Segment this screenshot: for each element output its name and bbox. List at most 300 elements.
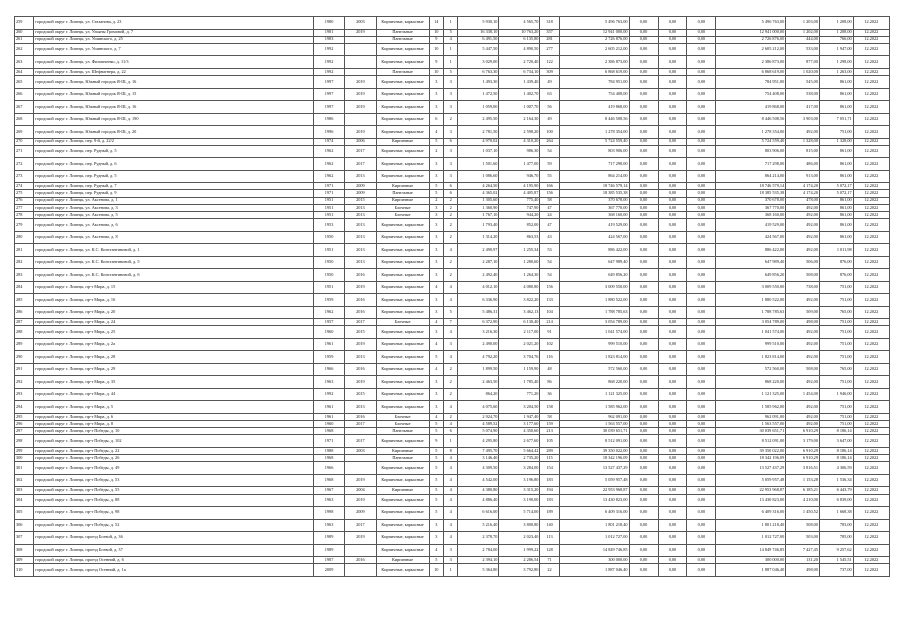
cell-federal-funds: 0,00: [629, 281, 658, 294]
cell-unit-cost: 7 427,45: [786, 544, 820, 557]
cell-year-built: 1968: [313, 474, 344, 487]
cell-address: городской округ г. Липецк, пр-т Мира, д. 15: [34, 281, 314, 294]
cell-address: городской округ г. Липецк, пр-т Мира, д. 16: [34, 294, 314, 307]
cell-row-number: 294: [15, 401, 34, 414]
cell-residents: 53: [540, 244, 559, 257]
cell-planned-date: 12.2022: [853, 306, 889, 319]
cell-year-built: 1950: [313, 231, 344, 244]
table-row: [15, 532, 890, 545]
cell-year-renovated: 2017: [345, 145, 376, 158]
cell-total-area: 4 264,50: [458, 183, 499, 190]
cell-federal-funds: 0,00: [629, 68, 658, 75]
cell-owner-funds: 1 823 814,00: [716, 351, 786, 364]
cell-municipal-funds: 0,00: [687, 507, 716, 520]
cell-address: городской округ г. Липецк, Южный городок Я-Ш, д. 20: [34, 126, 314, 139]
cell-max-unit-cost: 861,00: [819, 145, 853, 158]
cell-residents: 49: [540, 113, 559, 126]
cell-regional-funds: 0,00: [658, 101, 687, 114]
cell-owner-funds: 18 746 579,14: [716, 183, 786, 190]
cell-residents: 156: [540, 190, 559, 197]
cell-residents: 86: [540, 376, 559, 389]
cell-entrances: 4: [444, 474, 458, 487]
cell-floors: 6: [429, 113, 443, 126]
cell-regional-funds: 0,00: [658, 421, 687, 428]
cell-federal-funds: 0,00: [629, 190, 658, 197]
cell-planned-date: 12.2022: [853, 56, 889, 69]
cell-entrances: 2: [444, 269, 458, 282]
cell-address: городской округ г. Липецк, ул. Стаханова, д. 23: [34, 17, 314, 30]
cell-year-built: 1968: [313, 455, 344, 462]
cell-planned-date: 12.2022: [853, 532, 889, 545]
cell-address: городской округ г. Липецк, ул. К.С. Константиновой, д. 5: [34, 256, 314, 269]
cell-federal-funds: 0,00: [629, 29, 658, 36]
cell-row-number: 298: [15, 435, 34, 448]
cell-entrances: 6: [444, 190, 458, 197]
cell-residents: 102: [540, 338, 559, 351]
cell-year-renovated: 2009: [345, 183, 376, 190]
cell-year-built: 1987: [313, 557, 344, 564]
cell-federal-funds: 0,00: [629, 532, 658, 545]
cell-total-area: 6 491,50: [458, 36, 499, 43]
cell-planned-date: 12.2022: [853, 212, 889, 219]
cell-unit-cost: 444,00: [786, 36, 820, 43]
cell-unit-cost: 815,00: [786, 145, 820, 158]
cell-year-renovated: [345, 462, 376, 475]
cell-total-cost: 6 409 316,00: [559, 507, 629, 520]
cell-floors: 5: [429, 455, 443, 462]
cell-row-number: 270: [15, 138, 34, 145]
cell-year-built: 1963: [313, 376, 344, 389]
cell-planned-date: 12.2022: [853, 29, 889, 36]
cell-year-built: 1983: [313, 36, 344, 43]
cell-max-unit-cost: 861,00: [819, 204, 853, 211]
cell-total-cost: 572 560,00: [559, 363, 629, 376]
cell-unit-cost: 417,00: [786, 101, 820, 114]
cell-federal-funds: 0,00: [629, 447, 658, 454]
cell-regional-funds: 0,00: [658, 244, 687, 257]
cell-municipal-funds: 0,00: [687, 447, 716, 454]
cell-planned-date: 12.2022: [853, 281, 889, 294]
cell-row-number: 275: [15, 190, 34, 197]
cell-owner-funds: 1 012 727,00: [716, 532, 786, 545]
table-row: [15, 43, 890, 56]
cell-max-unit-cost: 1 946,00: [819, 388, 853, 401]
cell-unit-cost: 492,00: [786, 231, 820, 244]
capital-repair-register-table: [14, 16, 890, 577]
cell-residents: 48: [540, 363, 559, 376]
cell-total-area: 5 486,31: [458, 306, 499, 319]
cell-planned-date: 12.2022: [853, 197, 889, 204]
cell-unit-cost: 492,00: [786, 351, 820, 364]
cell-unit-cost: 538,00: [786, 88, 820, 101]
cell-address: городской округ г. Липецк, проезд Боевой, д. 37: [34, 544, 314, 557]
cell-regional-funds: 0,00: [658, 376, 687, 389]
cell-municipal-funds: 0,00: [687, 281, 716, 294]
cell-max-unit-cost: 785,00: [819, 532, 853, 545]
cell-municipal-funds: 0,00: [687, 326, 716, 339]
cell-total-area: 4 012,10: [458, 281, 499, 294]
cell-year-built: 1992: [313, 388, 344, 401]
cell-wall-material: Кирпичные: [376, 487, 429, 494]
cell-entrances: 4: [444, 401, 458, 414]
cell-entrances: 3: [444, 88, 458, 101]
cell-entrances: 2: [444, 376, 458, 389]
cell-entrances: 4: [444, 326, 458, 339]
cell-residents: 159: [540, 421, 559, 428]
table-row: [15, 494, 890, 507]
cell-federal-funds: 0,00: [629, 319, 658, 326]
cell-municipal-funds: 0,00: [687, 351, 716, 364]
cell-owner-funds: 803 906,00: [716, 145, 786, 158]
cell-municipal-funds: 0,00: [687, 17, 716, 30]
cell-year-built: 1992: [313, 56, 344, 69]
cell-planned-date: 12.2022: [853, 319, 889, 326]
cell-unit-cost: 492,00: [786, 338, 820, 351]
cell-entrances: 1: [444, 17, 458, 30]
cell-address: городской округ г. Липецк, пр-т Мира, д. 2а: [34, 338, 314, 351]
cell-max-unit-cost: 3 647,00: [819, 435, 853, 448]
cell-federal-funds: 0,00: [629, 158, 658, 171]
cell-max-unit-cost: 765,00: [819, 363, 853, 376]
cell-wall-material: Кирпичные, каркасные: [376, 388, 429, 401]
cell-regional-funds: 0,00: [658, 494, 687, 507]
cell-year-renovated: 2017: [345, 435, 376, 448]
cell-year-built: 1950: [313, 269, 344, 282]
cell-living-area: 4 080,80: [499, 281, 540, 294]
cell-federal-funds: 0,00: [629, 170, 658, 183]
cell-municipal-funds: 0,00: [687, 428, 716, 435]
table-row: [15, 306, 890, 319]
cell-residents: 133: [540, 294, 559, 307]
cell-address: городской округ г. Липецк, пер. Рудный, д. 9: [34, 190, 314, 197]
cell-row-number: 309: [15, 557, 34, 564]
cell-row-number: 310: [15, 564, 34, 577]
cell-federal-funds: 0,00: [629, 413, 658, 420]
cell-living-area: 2 720,40: [499, 56, 540, 69]
cell-unit-cost: 508,00: [786, 363, 820, 376]
cell-living-area: 6 135,80: [499, 36, 540, 43]
cell-total-area: 4 589,52: [458, 421, 499, 428]
cell-federal-funds: 0,00: [629, 269, 658, 282]
cell-federal-funds: 0,00: [629, 88, 658, 101]
cell-owner-funds: 864 214,00: [716, 170, 786, 183]
table-row: [15, 197, 890, 204]
cell-regional-funds: 0,00: [658, 183, 687, 190]
cell-federal-funds: 0,00: [629, 376, 658, 389]
cell-unit-cost: 492,00: [786, 204, 820, 211]
cell-year-renovated: 2019: [345, 88, 376, 101]
cell-floors: 3: [429, 101, 443, 114]
cell-residents: 183: [540, 474, 559, 487]
cell-owner-funds: 3 009 550,00: [716, 281, 786, 294]
cell-floors: 2: [429, 197, 443, 204]
cell-entrances: 1: [444, 435, 458, 448]
cell-municipal-funds: 0,00: [687, 212, 716, 219]
cell-living-area: 2 164,30: [499, 113, 540, 126]
cell-address: городской округ г. Липецк, ул. Аксенова, д. 1: [34, 197, 314, 204]
cell-year-built: 1986: [313, 113, 344, 126]
cell-unit-cost: 1 328,00: [786, 138, 820, 145]
cell-max-unit-cost: 751,00: [819, 338, 853, 351]
cell-address: городской округ г. Липецк, пер. Рудный, д. 5: [34, 170, 314, 183]
cell-living-area: 5 714,00: [499, 507, 540, 520]
cell-max-unit-cost: 751,00: [819, 326, 853, 339]
cell-unit-cost: 1 153,28: [786, 474, 820, 487]
cell-owner-funds: 1 563 557,00: [716, 421, 786, 428]
cell-total-area: 1 793,40: [458, 219, 499, 232]
cell-residents: 71: [540, 557, 559, 564]
cell-total-cost: 1 012 727,00: [559, 532, 629, 545]
cell-total-area: 2 492,40: [458, 269, 499, 282]
cell-federal-funds: 0,00: [629, 455, 658, 462]
cell-wall-material: Кирпичные, каркасные: [376, 281, 429, 294]
cell-total-cost: 13 527 437,29: [559, 462, 629, 475]
cell-residents: 128: [540, 544, 559, 557]
cell-unit-cost: 492,00: [786, 219, 820, 232]
cell-total-area: 6 763,30: [458, 68, 499, 75]
cell-wall-material: Кирпичные, каркасные: [376, 113, 429, 126]
cell-owner-funds: 5 724 559,40: [716, 138, 786, 145]
cell-unit-cost: 492,00: [786, 401, 820, 414]
cell-total-area: 1 472,50: [458, 88, 499, 101]
cell-year-built: 1981: [313, 29, 344, 36]
cell-floors: 9: [429, 435, 443, 448]
cell-total-cost: 13 430 823,00: [559, 494, 629, 507]
cell-entrances: 2: [444, 388, 458, 401]
cell-year-renovated: 2015: [345, 388, 376, 401]
cell-owner-funds: 1 801 218,40: [716, 519, 786, 532]
table-row: [15, 447, 890, 454]
cell-federal-funds: 0,00: [629, 428, 658, 435]
cell-owner-funds: 18 342 196,09: [716, 455, 786, 462]
cell-total-cost: 5 724 559,40: [559, 138, 629, 145]
cell-floors: 3: [429, 376, 443, 389]
cell-living-area: 4 405,87: [499, 190, 540, 197]
cell-owner-funds: 8 512 091,00: [716, 435, 786, 448]
cell-planned-date: 12.2022: [853, 158, 889, 171]
table-row: [15, 281, 890, 294]
cell-row-number: 280: [15, 231, 34, 244]
cell-planned-date: 12.2022: [853, 43, 889, 56]
cell-wall-material: Панельные: [376, 428, 429, 435]
table-row: [15, 183, 890, 190]
cell-address: городской округ г. Липецк, пр-т Мира, д. 25: [34, 326, 314, 339]
cell-total-area: 4 365,02: [458, 190, 499, 197]
cell-regional-funds: 0,00: [658, 413, 687, 420]
cell-entrances: 6: [444, 428, 458, 435]
cell-total-area: 1 899,50: [458, 363, 499, 376]
cell-owner-funds: 6 868 619,00: [716, 68, 786, 75]
cell-living-area: 2 023,40: [499, 532, 540, 545]
cell-year-built: 1968: [313, 428, 344, 435]
cell-row-number: 308: [15, 544, 34, 557]
cell-living-area: 3 800,80: [499, 519, 540, 532]
cell-wall-material: Кирпичные, каркасные: [376, 494, 429, 507]
cell-planned-date: 12.2022: [853, 101, 889, 114]
cell-row-number: 272: [15, 158, 34, 171]
cell-living-area: 1 477,00: [499, 158, 540, 171]
cell-municipal-funds: 0,00: [687, 401, 716, 414]
cell-municipal-funds: 0,00: [687, 113, 716, 126]
cell-floors: 5: [429, 557, 443, 564]
cell-address: городской округ г. Липецк, пр-т Победы, д. 26: [34, 455, 314, 462]
cell-residents: 213: [540, 428, 559, 435]
table-row: [15, 76, 890, 89]
cell-regional-funds: 0,00: [658, 158, 687, 171]
cell-planned-date: 12.2022: [853, 113, 889, 126]
cell-total-cost: 1 788 785,63: [559, 306, 629, 319]
cell-total-cost: 1 563 557,00: [559, 421, 629, 428]
cell-total-area: 1 037,10: [458, 145, 499, 158]
cell-max-unit-cost: 5 072,17: [819, 190, 853, 197]
cell-municipal-funds: 0,00: [687, 474, 716, 487]
cell-max-unit-cost: 1 208,00: [819, 29, 853, 36]
cell-unit-cost: 1 020,00: [786, 68, 820, 75]
cell-living-area: 1 402,70: [499, 88, 540, 101]
cell-year-built: 1962: [313, 170, 344, 183]
cell-total-area: 3 146,40: [458, 455, 499, 462]
cell-year-renovated: 2013: [345, 204, 376, 211]
cell-year-renovated: 2016: [345, 294, 376, 307]
cell-floors: 3: [429, 306, 443, 319]
cell-entrances: 4: [444, 36, 458, 43]
cell-planned-date: 12.2022: [853, 494, 889, 507]
cell-residents: 56: [540, 101, 559, 114]
cell-planned-date: 12.2022: [853, 351, 889, 364]
cell-year-renovated: 2013: [345, 212, 376, 219]
cell-residents: 289: [540, 447, 559, 454]
cell-regional-funds: 0,00: [658, 88, 687, 101]
cell-max-unit-cost: 1 668,38: [819, 507, 853, 520]
cell-address: городской округ г. Липецк, пр-т Победы, д. 55: [34, 487, 314, 494]
cell-floors: 4: [429, 413, 443, 420]
table-row: [15, 68, 890, 75]
cell-year-renovated: 2004: [345, 487, 376, 494]
cell-unit-cost: 486,00: [786, 158, 820, 171]
cell-floors: 2: [429, 145, 443, 158]
cell-municipal-funds: 0,00: [687, 43, 716, 56]
cell-wall-material: Кирпичные, каркасные: [376, 544, 429, 557]
cell-unit-cost: 492,00: [786, 376, 820, 389]
cell-owner-funds: 6 409 316,00: [716, 507, 786, 520]
cell-residents: 166: [540, 183, 559, 190]
cell-year-renovated: 2016: [345, 306, 376, 319]
cell-federal-funds: 0,00: [629, 219, 658, 232]
cell-planned-date: 12.2022: [853, 88, 889, 101]
cell-total-cost: 5 496 763,00: [559, 17, 629, 30]
cell-total-cost: 1 880 522,00: [559, 294, 629, 307]
cell-owner-funds: 962 091,00: [716, 413, 786, 420]
cell-owner-funds: 1 278 354,00: [716, 126, 786, 139]
cell-floors: 3: [429, 326, 443, 339]
cell-floors: 5: [429, 494, 443, 507]
cell-municipal-funds: 0,00: [687, 126, 716, 139]
cell-year-renovated: 2017: [345, 319, 376, 326]
cell-owner-funds: 2 605 212,00: [716, 43, 786, 56]
cell-municipal-funds: 0,00: [687, 101, 716, 114]
cell-entrances: 2: [444, 197, 458, 204]
table-body: [15, 17, 890, 577]
cell-unit-cost: 3 903,00: [786, 113, 820, 126]
cell-municipal-funds: 0,00: [687, 532, 716, 545]
cell-living-area: 986,30: [499, 145, 540, 158]
cell-row-number: 301: [15, 462, 34, 475]
cell-year-built: 1989: [313, 544, 344, 557]
cell-federal-funds: 0,00: [629, 557, 658, 564]
cell-federal-funds: 0,00: [629, 544, 658, 557]
cell-total-area: 1 501,60: [458, 158, 499, 171]
table-row: [15, 17, 890, 30]
cell-total-area: 2 490,00: [458, 338, 499, 351]
cell-year-built: 1988: [313, 447, 344, 454]
cell-year-built: 1997: [313, 88, 344, 101]
cell-entrances: 4: [444, 351, 458, 364]
cell-federal-funds: 0,00: [629, 487, 658, 494]
cell-living-area: 3 315,20: [499, 487, 540, 494]
cell-address: городской округ г. Липецк, пр-т Победы, д. 102: [34, 435, 314, 448]
cell-residents: 54: [540, 256, 559, 269]
cell-address: городской округ г. Липецк, ул. Аксенова, д. 6: [34, 219, 314, 232]
cell-planned-date: 12.2022: [853, 326, 889, 339]
cell-total-cost: 1 041 574,00: [559, 326, 629, 339]
cell-unit-cost: 503,00: [786, 532, 820, 545]
cell-year-built: 1960: [313, 326, 344, 339]
cell-address: городской округ г. Липецк, Южный городок Я-Ш, д. 16: [34, 76, 314, 89]
cell-unit-cost: 545,00: [786, 76, 820, 89]
cell-regional-funds: 0,00: [658, 219, 687, 232]
cell-regional-funds: 0,00: [658, 401, 687, 414]
cell-residents: 22: [540, 564, 559, 577]
cell-federal-funds: 0,00: [629, 212, 658, 219]
cell-max-unit-cost: 1 545,51: [819, 557, 853, 564]
cell-federal-funds: 0,00: [629, 101, 658, 114]
cell-total-area: 864,20: [458, 388, 499, 401]
cell-federal-funds: 0,00: [629, 204, 658, 211]
cell-owner-funds: 1 880 522,00: [716, 294, 786, 307]
cell-living-area: 1 264,30: [499, 269, 540, 282]
cell-year-built: 1960: [313, 421, 344, 428]
cell-floors: 3: [429, 269, 443, 282]
cell-total-cost: 649 856,20: [559, 269, 629, 282]
cell-living-area: 3 822,20: [499, 294, 540, 307]
cell-entrances: 2: [444, 413, 458, 420]
cell-total-area: 1 086,60: [458, 170, 499, 183]
cell-residents: 91: [540, 326, 559, 339]
cell-owner-funds: 368 160,00: [716, 212, 786, 219]
table-row: [15, 557, 890, 564]
cell-total-area: 4 542,00: [458, 474, 499, 487]
cell-address: городской округ г. Липецк, Южный городок Я-Ш, д. 190: [34, 113, 314, 126]
cell-municipal-funds: 0,00: [687, 376, 716, 389]
cell-year-renovated: 2013: [345, 351, 376, 364]
cell-year-renovated: 2017: [345, 421, 376, 428]
cell-year-built: 1963: [313, 519, 344, 532]
cell-year-built: 1996: [313, 126, 344, 139]
cell-floors: 3: [429, 76, 443, 89]
cell-address: городской округ г. Липецк, ул. Ушинского, д. 25: [34, 36, 314, 43]
cell-municipal-funds: 0,00: [687, 564, 716, 577]
cell-regional-funds: 0,00: [658, 519, 687, 532]
cell-wall-material: Кирпичные, каркасные: [376, 351, 429, 364]
cell-year-built: 1957: [313, 319, 344, 326]
cell-total-cost: 1 121 325,00: [559, 388, 629, 401]
cell-wall-material: Кирпичные, каркасные: [376, 269, 429, 282]
cell-residents: 47: [540, 219, 559, 232]
cell-max-unit-cost: 765,00: [819, 306, 853, 319]
cell-municipal-funds: 0,00: [687, 76, 716, 89]
cell-unit-cost: 492,00: [786, 126, 820, 139]
table-row: [15, 158, 890, 171]
